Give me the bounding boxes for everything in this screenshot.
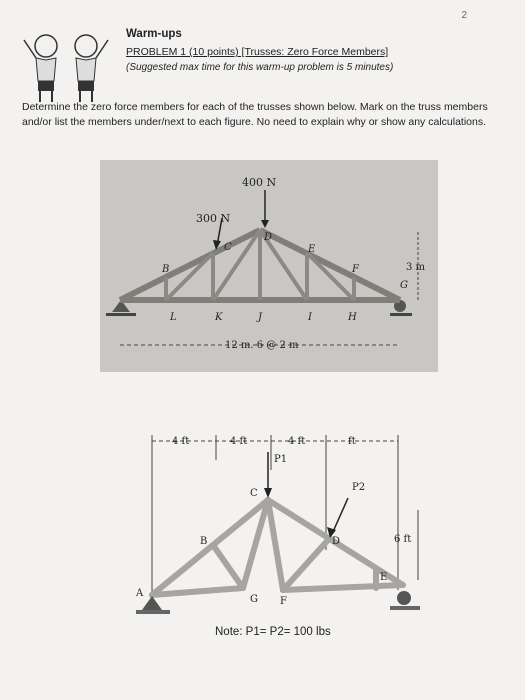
span-label: 12 m. 6 @ 2 m bbox=[225, 340, 299, 351]
joint-F-label: F bbox=[352, 264, 359, 275]
truss-figure-1 bbox=[100, 160, 438, 372]
truss-figure-2 bbox=[128, 410, 428, 645]
joint-E-label: E bbox=[308, 244, 316, 255]
joint-B-label: B bbox=[162, 264, 170, 275]
joint-G-label: G bbox=[400, 280, 408, 291]
load-p1-label: P1 bbox=[274, 454, 288, 465]
problem-heading: PROBLEM 1 (10 points) [Trusses: Zero Force Members] bbox=[126, 46, 389, 58]
dim-4ft-2: 4 ft bbox=[230, 436, 248, 447]
height-6ft-label: 6 ft bbox=[394, 534, 412, 545]
load-300n-label: 300 N bbox=[196, 212, 231, 225]
instructions: Determine the zero force members for each of the trusses shown below. Mark on the truss members and/or list the members under/next to each figure. No need to explain why or show any calculations. bbox=[22, 101, 488, 128]
joint-K-label: K bbox=[215, 312, 223, 323]
joint-E-label-2: E bbox=[380, 572, 388, 583]
joint-A-label: A bbox=[136, 588, 144, 599]
note-loads: Note: P1= P2= 100 lbs bbox=[215, 626, 331, 638]
dim-ft-4: ft bbox=[348, 436, 356, 447]
joint-B-label-2: B bbox=[200, 536, 208, 547]
page-title: Warm-ups bbox=[126, 28, 182, 40]
joint-F-label-2: F bbox=[280, 596, 287, 607]
joint-C-label-2: C bbox=[250, 488, 258, 499]
joint-L-label: L bbox=[170, 312, 177, 323]
load-400n-label: 400 N bbox=[242, 176, 277, 189]
height-3m-label: 3 m bbox=[406, 262, 426, 273]
page-number: 2 bbox=[461, 10, 467, 21]
cartoon-stretching-figures bbox=[16, 26, 116, 106]
load-p2-label: P2 bbox=[352, 482, 366, 493]
joint-D-label: D bbox=[264, 232, 273, 243]
joint-G-label-2: G bbox=[250, 594, 258, 605]
suggested-time: (Suggested max time for this warm-up problem is 5 minutes) bbox=[126, 62, 394, 73]
dim-4ft-3: 4 ft bbox=[288, 436, 306, 447]
joint-D-label-2: D bbox=[332, 536, 341, 547]
joint-I-label: I bbox=[308, 312, 312, 323]
joint-J-label: J bbox=[258, 312, 263, 323]
dim-4ft-1: 4 ft bbox=[172, 436, 190, 447]
joint-C-label: C bbox=[224, 242, 232, 253]
joint-H-label: H bbox=[348, 312, 357, 323]
